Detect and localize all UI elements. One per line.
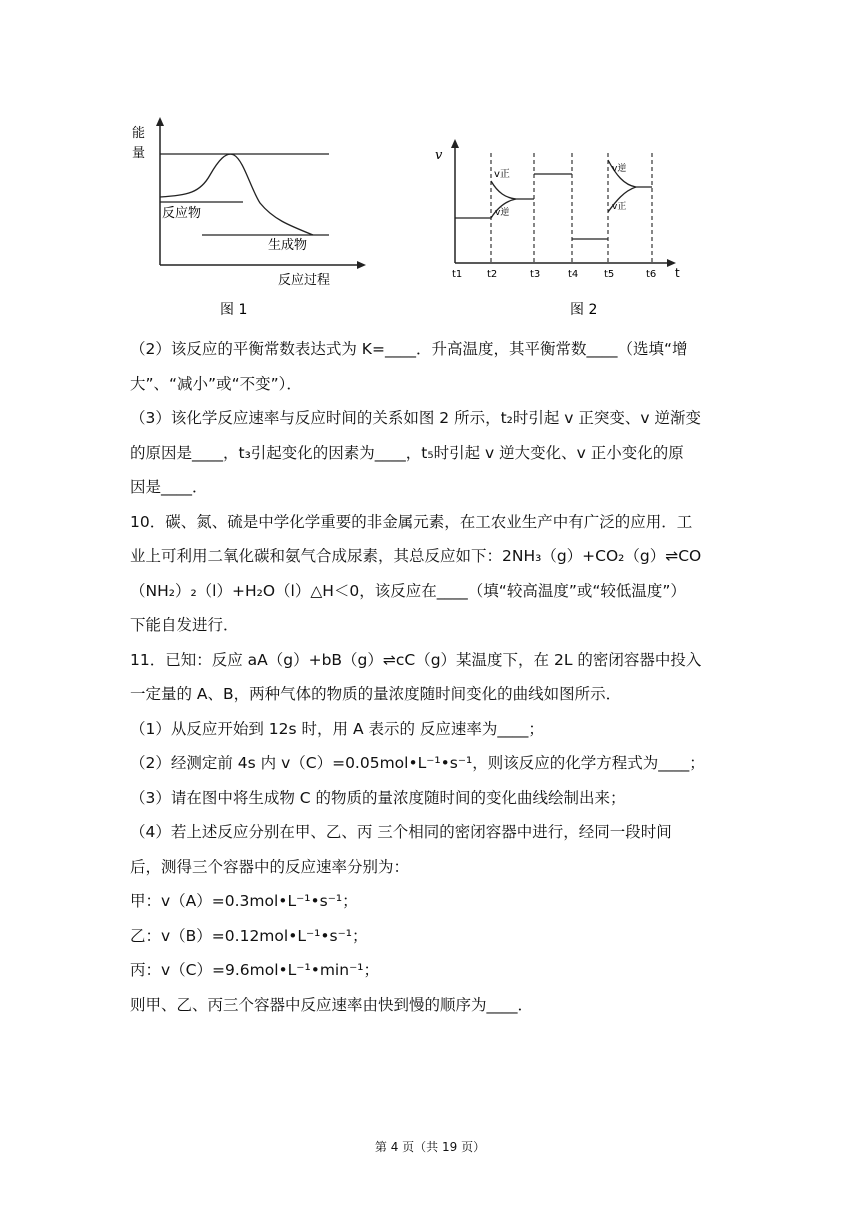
tick-t4: t4 — [568, 269, 579, 280]
line: （4）若上述反应分别在甲、乙、丙 三个相同的密闭容器中进行，经同一段时间 — [130, 823, 672, 841]
y-label-1: 能 — [132, 126, 146, 141]
reactant-label: 反应物 — [162, 206, 202, 221]
y-label-2: 量 — [132, 146, 146, 161]
y-axis-arrow — [451, 139, 459, 148]
figure-2-caption: 图 2 — [570, 302, 598, 318]
line: 乙：v（B）=0.12mol•L⁻¹•s⁻¹； — [130, 926, 368, 945]
line: 丙：v（C）=9.6mol•L⁻¹•min⁻¹； — [130, 961, 379, 979]
line: 大”、“减小”或“不变”）． — [130, 374, 302, 393]
page-footer: 第 4 页（共 19 页） — [374, 1140, 486, 1154]
curve-label-c: v逆 — [612, 164, 627, 174]
tick-t1: t1 — [452, 269, 463, 280]
line: （2）该反应的平衡常数表达式为 K=____．升高温度，其平衡常数____（选填“增 — [130, 340, 688, 358]
energy-curve — [160, 154, 313, 235]
tick-t2: t2 — [487, 269, 498, 280]
line: 后，测得三个容器中的反应速率分别为： — [130, 857, 410, 876]
tick-t5: t5 — [604, 269, 615, 280]
line: 业上可利用二氧化碳和氨气合成尿素，其总反应如下：2NH₃（g）+CO₂（g）⇌CO — [130, 547, 702, 565]
x-label: t — [675, 266, 680, 280]
line: （NH₂）₂（l）+H₂O（l）△H＜0，该反应在____（填“较高温度”或“较低温度”） — [130, 581, 686, 600]
line: 则甲、乙、丙三个容器中反应速率由快到慢的顺序为____． — [130, 995, 534, 1014]
x-label: 反应过程 — [278, 273, 331, 288]
y-label: v — [435, 148, 443, 163]
figure-2 — [432, 115, 692, 325]
line: 一定量的 A、B，两种气体的物质的量浓度随时间变化的曲线如图所示． — [130, 685, 622, 703]
line: 的原因是____，t₃引起变化的因素为____，t₅时引起 v 逆大变化、v 正小变化的原 — [130, 443, 684, 462]
curve-label-d: v正 — [612, 202, 627, 212]
line: （3）该化学反应速率与反应时间的关系如图 2 所示，t₂时引起 v 正突变、v 逆渐变 — [130, 409, 701, 427]
curve-label-b: v逆 — [495, 208, 510, 218]
product-label: 生成物 — [268, 238, 308, 253]
rate-curve-upper-t2-t3 — [491, 181, 534, 199]
line: （1）从反应开始到 12s 时，用 A 表示的 反应速率为____； — [130, 719, 544, 738]
line: 甲：v（A）=0.3mol•L⁻¹•s⁻¹； — [130, 892, 358, 910]
question-text — [130, 332, 735, 1022]
line: 11．已知：反应 aA（g）+bB（g）⇌cC（g）某温度下，在 2L 的密闭容器中投入 — [130, 650, 702, 669]
line: 因是____． — [130, 478, 208, 496]
tick-t6: t6 — [646, 269, 657, 280]
line: 下能自发进行． — [130, 616, 239, 634]
line: 10．碳、氮、硫是中学化学重要的非金属元素，在工农业生产中有广泛的应用．工 — [130, 512, 693, 531]
line: （2）经测定前 4s 内 v（C）=0.05mol•L⁻¹•s⁻¹，则该反应的化学方程式为____； — [130, 754, 705, 772]
x-axis-arrow — [357, 261, 366, 269]
curve-label-a: v正 — [494, 169, 510, 180]
figure-1-caption: 图 1 — [220, 302, 248, 318]
tick-t3: t3 — [530, 269, 541, 280]
y-axis-arrow — [156, 117, 164, 126]
figure-1 — [128, 115, 378, 325]
line: （3）请在图中将生成物 C 的物质的量浓度随时间的变化曲线绘制出来； — [130, 788, 626, 807]
